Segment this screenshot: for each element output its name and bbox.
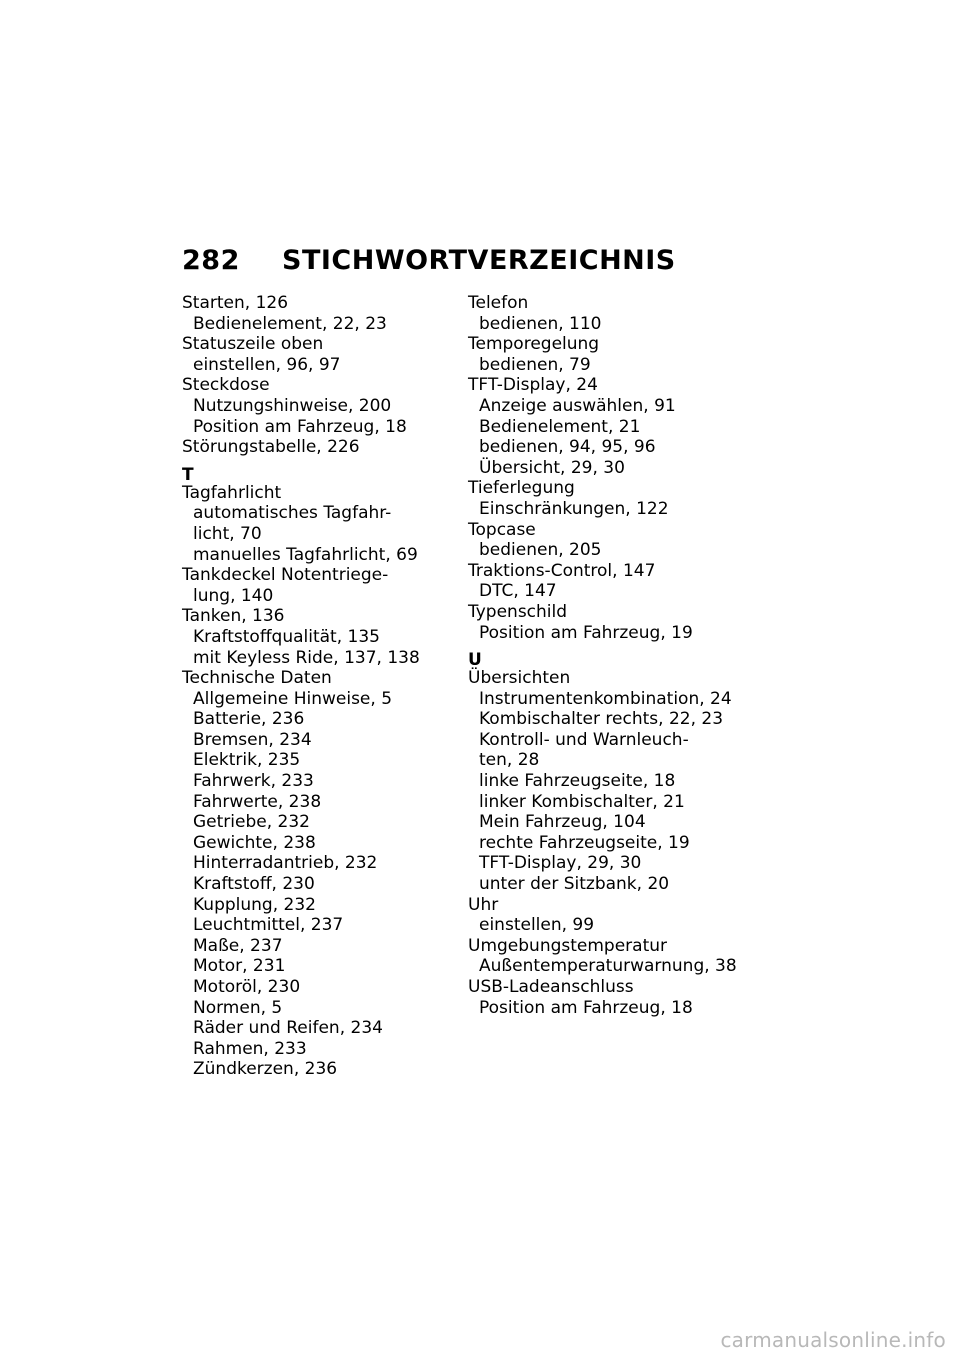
index-subentry: Rahmen, 233 bbox=[193, 1038, 307, 1059]
index-subentry: Gewichte, 238 bbox=[193, 832, 316, 853]
index-subentry: Bedienelement, 21 bbox=[479, 416, 641, 437]
index-subentry: Getriebe, 232 bbox=[193, 812, 310, 833]
index-subentry: bedienen, 94, 95, 96 bbox=[479, 437, 656, 458]
index-subentry: ten, 28 bbox=[479, 750, 540, 771]
index-subentry: Allgemeine Hinweise, 5 bbox=[193, 688, 393, 709]
index-subentry: Instrumentenkombination, 24 bbox=[479, 688, 732, 709]
index-subentry: Fahrwerk, 233 bbox=[193, 771, 314, 792]
index-entry: Technische Daten bbox=[182, 668, 332, 689]
index-subentry: Position am Fahrzeug, 18 bbox=[479, 997, 693, 1018]
index-section-letter: T bbox=[182, 464, 194, 485]
index-entry: Uhr bbox=[468, 894, 499, 915]
index-subentry: TFT-Display, 29, 30 bbox=[479, 853, 642, 874]
page-header bbox=[182, 240, 676, 280]
index-column-right bbox=[468, 293, 738, 1018]
index-subentry: mit Keyless Ride, 137, 138 bbox=[193, 647, 420, 668]
index-entry: Störungstabelle, 226 bbox=[182, 437, 360, 458]
index-entry: Traktions-Control, 147 bbox=[468, 560, 656, 581]
index-subentry: Elektrik, 235 bbox=[193, 750, 301, 771]
index-subentry: Maße, 237 bbox=[193, 935, 283, 956]
index-subentry: Position am Fahrzeug, 18 bbox=[193, 416, 407, 437]
index-subentry: Anzeige auswählen, 91 bbox=[479, 395, 676, 416]
index-subentry: einstellen, 96, 97 bbox=[193, 354, 341, 375]
index-entry: Umgebungstemperatur bbox=[468, 935, 668, 956]
index-subentry: Räder und Reifen, 234 bbox=[193, 1018, 383, 1039]
index-entry: USB-Ladeanschluss bbox=[468, 977, 634, 997]
index-subentry: manuelles Tagfahrlicht, 69 bbox=[193, 544, 418, 565]
index-subentry: Zündkerzen, 236 bbox=[193, 1059, 338, 1080]
index-entry: Starten, 126 bbox=[182, 293, 289, 313]
index-entry: Tankdeckel Notentriege- bbox=[182, 565, 389, 586]
index-entry: Tieferlegung bbox=[468, 478, 575, 499]
page-number: 282 bbox=[182, 244, 240, 276]
index-subentry: linker Kombischalter, 21 bbox=[479, 791, 685, 812]
index-subentry: Außentemperaturwarnung, 38 bbox=[479, 956, 737, 977]
index-entry: Steckdose bbox=[182, 375, 270, 396]
index-entry: Statuszeile oben bbox=[182, 334, 324, 355]
watermark: carmanualsonline.info bbox=[720, 1328, 946, 1352]
index-subentry: Kombischalter rechts, 22, 23 bbox=[479, 709, 724, 730]
index-subentry: Batterie, 236 bbox=[193, 709, 305, 730]
index-subentry: Nutzungshinweise, 200 bbox=[193, 395, 392, 416]
index-subentry: Mein Fahrzeug, 104 bbox=[479, 812, 646, 833]
index-entry: Tanken, 136 bbox=[182, 606, 285, 627]
index-subentry: Position am Fahrzeug, 19 bbox=[479, 622, 693, 643]
index-entry: Telefon bbox=[468, 293, 529, 313]
index-entry: Übersichten bbox=[468, 668, 571, 689]
index-entry: Typenschild bbox=[468, 601, 568, 622]
index-subentry: automatisches Tagfahr- bbox=[193, 503, 392, 524]
index-subentry: unter der Sitzbank, 20 bbox=[479, 874, 670, 895]
index-subentry: rechte Fahrzeugseite, 19 bbox=[479, 832, 690, 853]
index-subentry: licht, 70 bbox=[193, 523, 262, 544]
index-subentry: Kraftstoff, 230 bbox=[193, 874, 315, 895]
index-column-left bbox=[182, 293, 452, 1080]
index-subentry: Motor, 231 bbox=[193, 956, 286, 977]
index-entry: Tagfahrlicht bbox=[182, 482, 282, 503]
index-subentry: lung, 140 bbox=[193, 585, 274, 606]
index-subentry: Leuchtmittel, 237 bbox=[193, 915, 344, 936]
index-entry: Topcase bbox=[468, 519, 536, 540]
index-subentry: bedienen, 79 bbox=[479, 354, 591, 375]
index-subentry: Kraftstoffqualität, 135 bbox=[193, 626, 380, 647]
page-title: STICHWORTVERZEICHNIS bbox=[282, 244, 676, 276]
index-subentry: Normen, 5 bbox=[193, 997, 283, 1018]
index-subentry: einstellen, 99 bbox=[479, 915, 595, 936]
index-section-letter: U bbox=[468, 650, 482, 671]
index-subentry: Bremsen, 234 bbox=[193, 729, 312, 750]
index-subentry: Fahrwerte, 238 bbox=[193, 791, 322, 812]
index-subentry: bedienen, 205 bbox=[479, 540, 602, 561]
index-entry: TFT-Display, 24 bbox=[468, 375, 598, 396]
index-subentry: linke Fahrzeugseite, 18 bbox=[479, 771, 676, 792]
index-subentry: Kontroll- und Warnleuch- bbox=[479, 729, 689, 750]
index-subentry: Kupplung, 232 bbox=[193, 894, 316, 915]
index-entry: Temporegelung bbox=[468, 334, 600, 355]
index-subentry: bedienen, 110 bbox=[479, 313, 602, 334]
index-subentry: DTC, 147 bbox=[479, 581, 557, 602]
index-subentry: Einschränkungen, 122 bbox=[479, 498, 669, 519]
index-subentry: Motoröl, 230 bbox=[193, 977, 301, 997]
index-subentry: Hinterradantrieb, 232 bbox=[193, 853, 378, 874]
index-subentry: Bedienelement, 22, 23 bbox=[193, 313, 387, 334]
index-subentry: Übersicht, 29, 30 bbox=[479, 457, 625, 478]
